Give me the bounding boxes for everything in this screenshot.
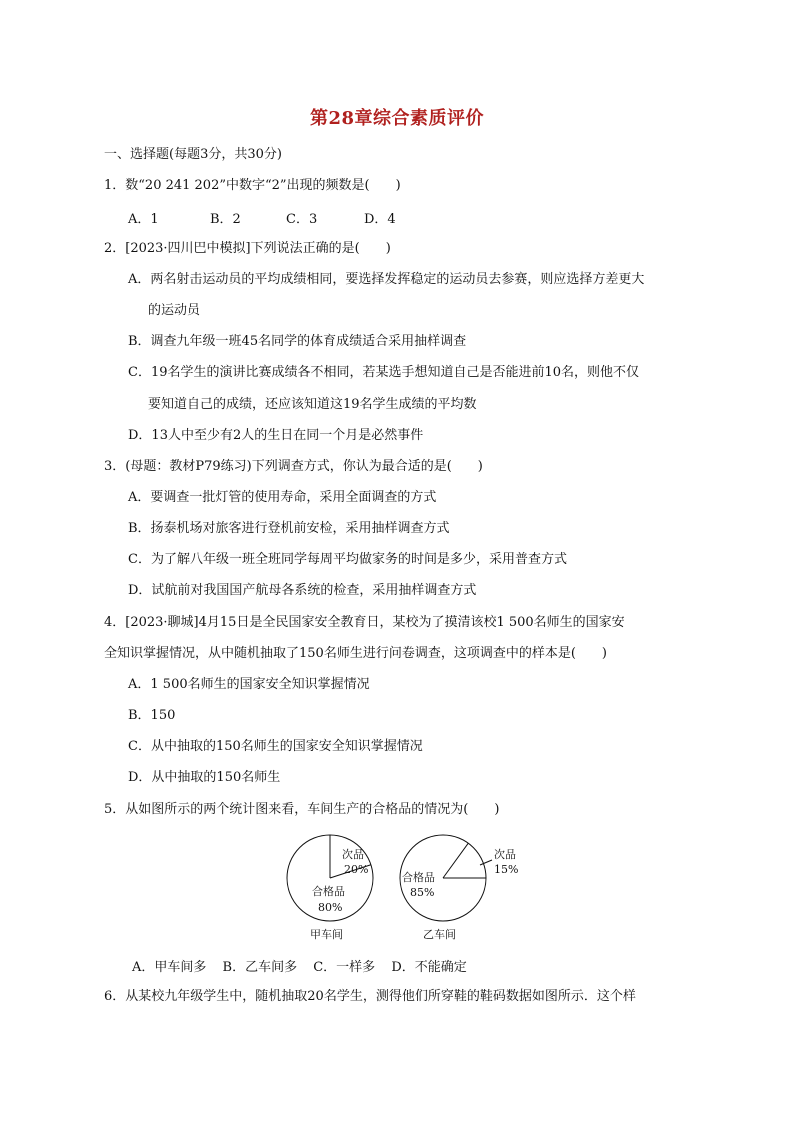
question-4-stem-cont: 全知识掌握情况，从中随机抽取了150名师生进行问卷调查，这项调查中的样本是( ): [104, 646, 607, 661]
question-6-stem: 6．从某校九年级学生中，随机抽取20名学生，测得他们所穿鞋的鞋码数据如图所示．这个样: [104, 989, 636, 1004]
pie-chart-jia: [287, 835, 373, 941]
question-1-options: [128, 208, 448, 226]
q3-option-b: B．扬泰机场对旅客进行登机前安检，采用抽样调查方式: [128, 521, 450, 536]
q1-option-c: C．3: [286, 212, 318, 227]
q2-option-d: D．13人中至少有2人的生日在同一个月是必然事件: [128, 428, 424, 443]
question-3-stem: 3．(母题：教材P79练习)下列调查方式，你认为最合适的是( ): [104, 459, 483, 474]
q4-option-a: A．1 500名师生的国家安全知识掌握情况: [128, 677, 370, 692]
pie-yi-slice-pct-defect: 15%: [494, 863, 519, 876]
pie-jia-slice-label-defect: 次品: [342, 848, 364, 861]
q3-option-d: D．试航前对我国国产航母各系统的检查，采用抽样调查方式: [128, 583, 477, 598]
pie-yi-divider-1: [443, 843, 468, 878]
q2-option-b: B．调查九年级一班45名同学的体育成绩适合采用抽样调查: [128, 334, 467, 349]
q2-option-c-cont: 要知道自己的成绩，还应该知道这19名学生成绩的平均数: [148, 397, 477, 412]
pie-yi-title: 乙车间: [423, 928, 456, 941]
q1-option-b: B．2: [210, 212, 241, 227]
question-2-stem: 2．[2023·四川巴中模拟]下列说法正确的是( ): [104, 241, 391, 256]
question-4-stem: 4．[2023·聊城]4月15日是全民国家安全教育日，某校为了摸清该校1 500名师生的国家安: [104, 615, 625, 630]
pie-yi-slice-pct-pass: 85%: [410, 886, 435, 899]
q1-option-a: A．1: [128, 212, 159, 227]
q2-option-a-cont: 的运动员: [148, 303, 201, 318]
pie-charts: [280, 828, 540, 948]
question-1-stem: 1．数“20 241 202”中数字“2”出现的频数是( ): [104, 178, 401, 193]
pie-yi-slice-label-pass: 合格品: [402, 871, 435, 884]
q5-option-c: C．一样多: [313, 960, 376, 975]
q3-option-a: A．要调查一批灯管的使用寿命，采用全面调查的方式: [128, 490, 437, 505]
question-5-stem: 5．从如图所示的两个统计图来看，车间生产的合格品的情况为( ): [104, 802, 500, 817]
section-heading: 一、选择题(每题3分，共30分): [104, 147, 282, 162]
q5-option-b: B．乙车间多: [222, 960, 298, 975]
q4-option-b: B．150: [128, 708, 176, 723]
page-title: 第28章综合素质评价: [309, 108, 485, 129]
pie-jia-slice-pct-defect: 20%: [344, 863, 369, 876]
q4-option-d: D．从中抽取的150名师生: [128, 770, 281, 785]
q5-option-d: D．不能确定: [391, 960, 467, 975]
q3-option-c: C．为了解八年级一班全班同学每周平均做家务的时间是多少，采用普查方式: [128, 552, 567, 567]
q5-option-a: A．甲车间多: [132, 960, 207, 975]
q1-option-d: D．4: [364, 212, 396, 227]
pie-jia-title: 甲车间: [310, 928, 343, 941]
pie-jia-slice-label-pass: 合格品: [312, 885, 345, 898]
pie-yi-slice-label-defect: 次品: [494, 848, 516, 861]
pie-jia-slice-pct-pass: 80%: [318, 901, 343, 914]
q4-option-c: C．从中抽取的150名师生的国家安全知识掌握情况: [128, 739, 423, 754]
question-5-options: [132, 956, 479, 974]
q2-option-a: A．两名射击运动员的平均成绩相同，要选择发挥稳定的运动员去参赛，则应选择方差更大: [128, 272, 645, 287]
pie-yi-leader-line: [480, 860, 492, 865]
pie-chart-yi: [400, 835, 518, 941]
q2-option-c: C．19名学生的演讲比赛成绩各不相同，若某选手想知道自己是否能进前10名，则他不仅: [128, 365, 640, 380]
